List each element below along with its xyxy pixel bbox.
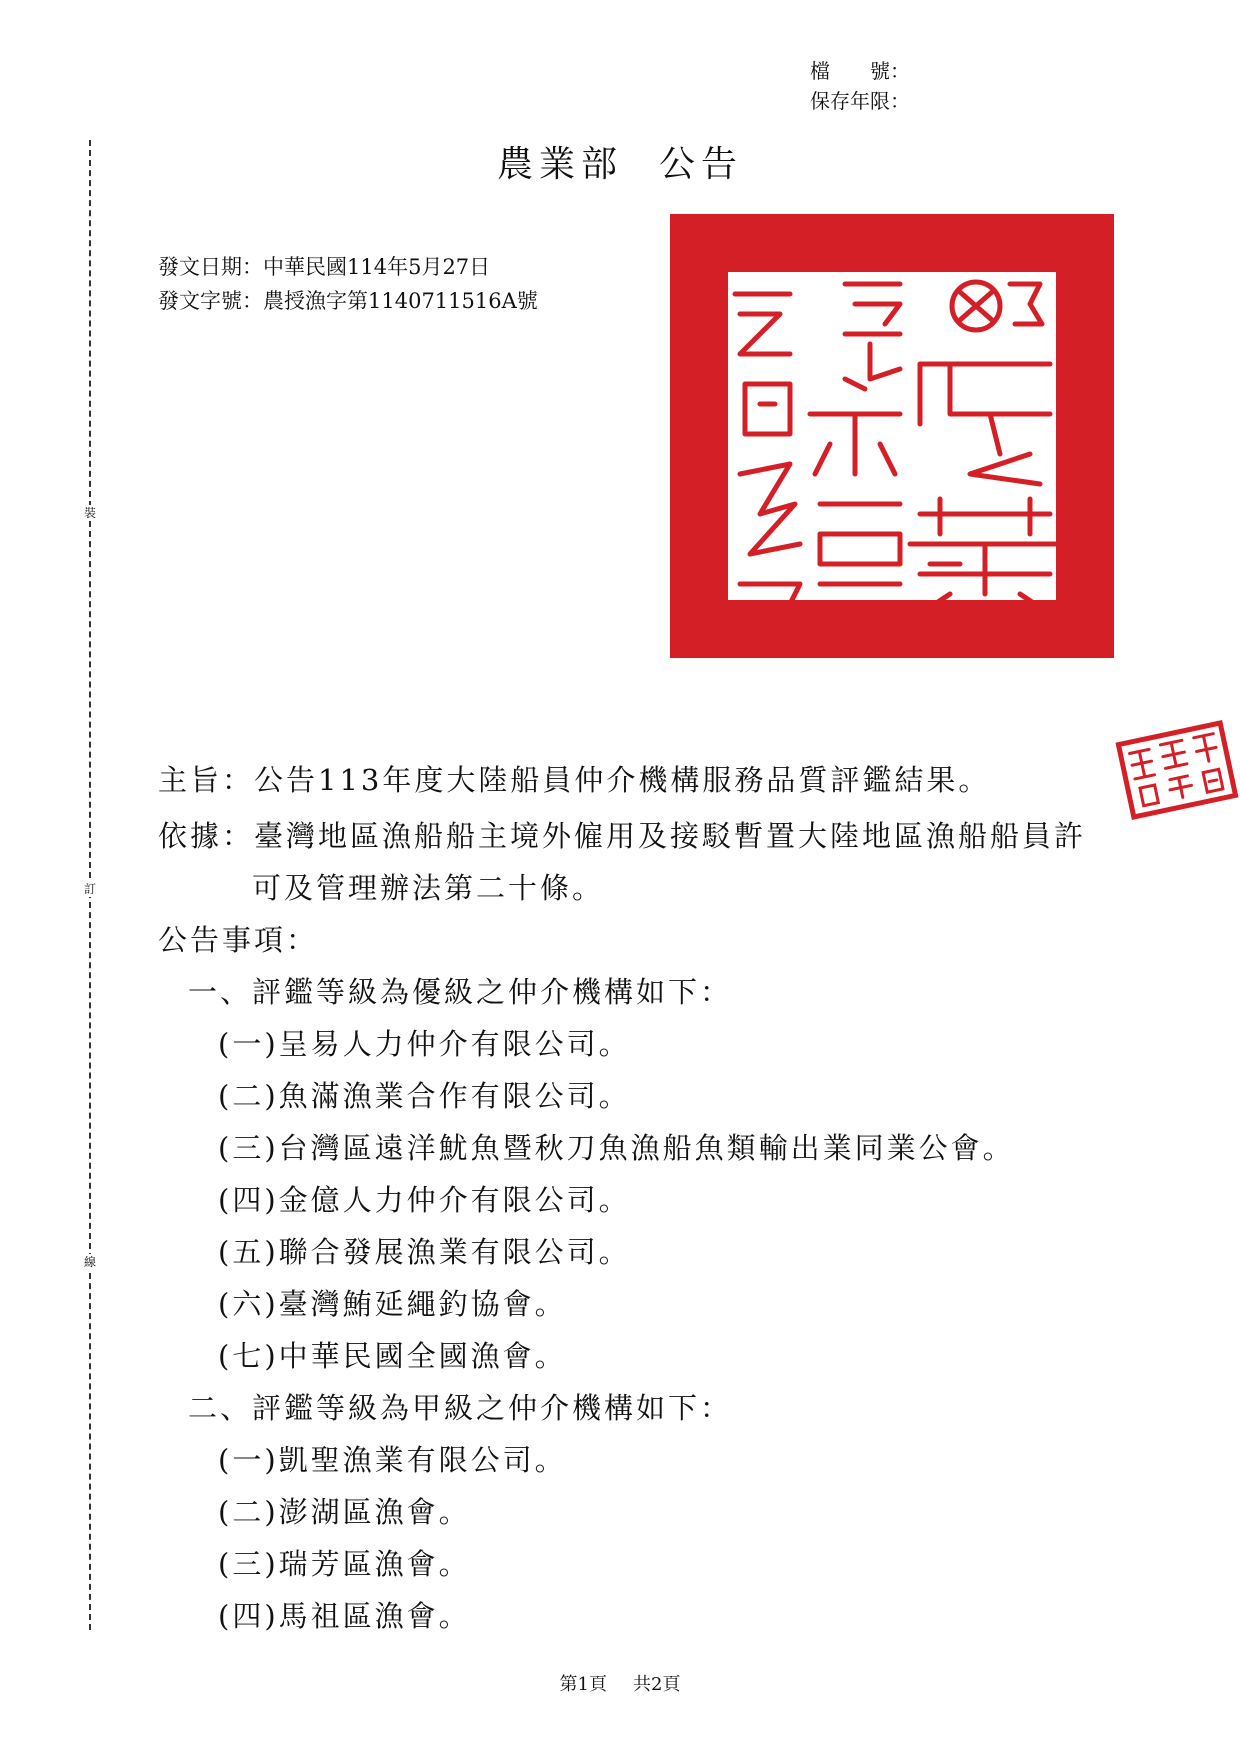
list-item: (一)凱聖漁業有限公司。 <box>218 1443 567 1477</box>
list-item: (三)瑞芳區漁會。 <box>218 1547 471 1581</box>
subject-row <box>158 758 990 799</box>
retention-label: 保存年限： <box>810 89 910 113</box>
basis-label: 依據： <box>158 819 255 853</box>
page-number: 第1頁 <box>559 1674 607 1695</box>
title-doc-type: 公告 <box>659 144 744 185</box>
ministry-seal <box>670 214 1114 658</box>
subject-label: 主旨： <box>158 763 255 797</box>
basis-text-line1: 臺灣地區漁船船主境外僱用及接駁暫置大陸地區漁船船員許 <box>254 819 1087 853</box>
list-item: (二)澎湖區漁會。 <box>218 1495 471 1529</box>
date-value: 中華民國114年5月27日 <box>263 255 491 279</box>
ref-label: 發文字號： <box>158 289 263 313</box>
list-item: (三)台灣區遠洋魷魚暨秋刀魚漁船魚類輸出業同業公會。 <box>218 1131 1015 1165</box>
items-label: 公告事項： <box>158 923 319 957</box>
list-item: (一)呈易人力仲介有限公司。 <box>218 1027 631 1061</box>
list-item: (七)中華民國全國漁會。 <box>218 1339 567 1373</box>
binding-char-zhuang: 裝 <box>80 505 100 521</box>
section2-title: 二、評鑑等級為甲級之仲介機構如下： <box>188 1391 733 1425</box>
issue-meta <box>158 250 538 318</box>
file-number-label: 檔 號： <box>810 59 910 83</box>
binding-char-ding: 訂 <box>80 881 100 897</box>
minister-seal-icon <box>1115 719 1239 820</box>
list-item: (四)馬祖區漁會。 <box>218 1599 471 1633</box>
section1-title: 一、評鑑等級為優級之仲介機構如下： <box>188 975 733 1009</box>
basis-row <box>158 814 1086 855</box>
date-label: 發文日期： <box>158 255 263 279</box>
ref-value: 農授漁字第1140711516A號 <box>263 289 538 313</box>
minister-seal <box>1115 719 1239 820</box>
list-item: (二)魚滿漁業合作有限公司。 <box>218 1079 631 1113</box>
page-title <box>0 136 1240 187</box>
subject-text: 公告113年度大陸船員仲介機構服務品質評鑑結果。 <box>254 763 991 797</box>
title-org: 農業部 <box>496 144 623 185</box>
basis-text-line2: 可及管理辦法第二十條。 <box>252 871 605 905</box>
file-info <box>810 56 910 116</box>
page-footer <box>0 1670 1240 1696</box>
binding-char-xian: 線 <box>80 1254 100 1270</box>
page-total: 共2頁 <box>633 1674 681 1695</box>
list-item: (五)聯合發展漁業有限公司。 <box>218 1235 631 1269</box>
list-item: (四)金億人力仲介有限公司。 <box>218 1183 631 1217</box>
seal-glyphs-icon <box>670 214 1114 658</box>
list-item: (六)臺灣鮪延繩釣協會。 <box>218 1287 567 1321</box>
